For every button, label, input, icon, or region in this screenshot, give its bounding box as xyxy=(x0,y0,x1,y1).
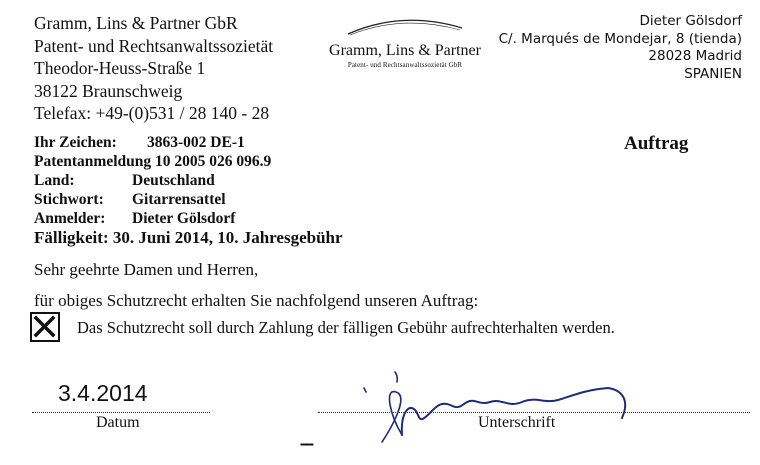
recipient-name: Dieter Gölsdorf xyxy=(639,13,742,29)
signature-line xyxy=(318,412,750,413)
signature-label: Unterschrift xyxy=(478,414,556,431)
sender-street: Theodor-Heuss-Straße 1 xyxy=(34,58,206,78)
sender-city: 38122 Braunschweig xyxy=(34,80,183,101)
date-label: Datum xyxy=(96,414,140,431)
decorative-dots: ▪▪▪▪▪▪▪ xyxy=(300,440,313,449)
maintain-checkbox[interactable] xyxy=(30,312,60,342)
checkbox-cross-icon xyxy=(32,314,57,339)
your-reference-label: Ihr Zeichen: xyxy=(34,134,117,151)
recipient-city: 28028 Madrid xyxy=(648,48,742,64)
keyword-label: Stichwort: xyxy=(34,191,104,208)
firm-logo xyxy=(320,14,490,69)
applicant-label: Anmelder: xyxy=(34,210,106,227)
country-label: Land: xyxy=(34,172,75,189)
salutation: Sehr geehrte Damen und Herren, xyxy=(34,260,259,279)
sender-type: Patent- und Rechtsanwaltssozietät xyxy=(34,35,274,56)
keyword-value: Gitarrensattel xyxy=(132,191,226,208)
sender-firm: Gramm, Lins & Partner GbR xyxy=(34,13,238,33)
logo-subtitle: Patent- und Rechtsanwaltssozietät GbR xyxy=(347,61,463,69)
date-line xyxy=(32,412,210,413)
date-value[interactable]: 3.4.2014 xyxy=(58,380,148,406)
logo-arc-icon xyxy=(340,14,470,36)
sender-fax: Telefax: +49-(0)531 / 28 140 - 28 xyxy=(34,103,270,123)
order-intro: für obiges Schutzrecht erhalten Sie nachfolgend unseren Auftrag: xyxy=(34,291,479,310)
due-date: Fälligkeit: 30. Juni 2014, 10. Jahresgebühr xyxy=(34,228,343,247)
application-number: Patentanmeldung 10 2005 026 096.9 xyxy=(34,153,272,170)
applicant-value: Dieter Gölsdorf xyxy=(132,210,236,227)
recipient-address xyxy=(499,13,742,83)
signature-scribble-icon xyxy=(340,360,640,460)
maintain-option-text: Das Schutzrecht soll durch Zahlung der fälligen Gebühr aufrechterhalten werden. xyxy=(77,318,615,337)
country-value: Deutschland xyxy=(132,172,215,189)
your-reference-value: 3863-002 DE-1 xyxy=(147,134,245,151)
sender-address xyxy=(34,12,273,125)
recipient-country: SPANIEN xyxy=(684,65,742,82)
logo-name: Gramm, Lins & Partner xyxy=(329,42,481,59)
recipient-street: C/. Marqués de Mondejar, 8 (tienda) xyxy=(498,30,742,47)
order-title: Auftrag xyxy=(624,133,689,154)
